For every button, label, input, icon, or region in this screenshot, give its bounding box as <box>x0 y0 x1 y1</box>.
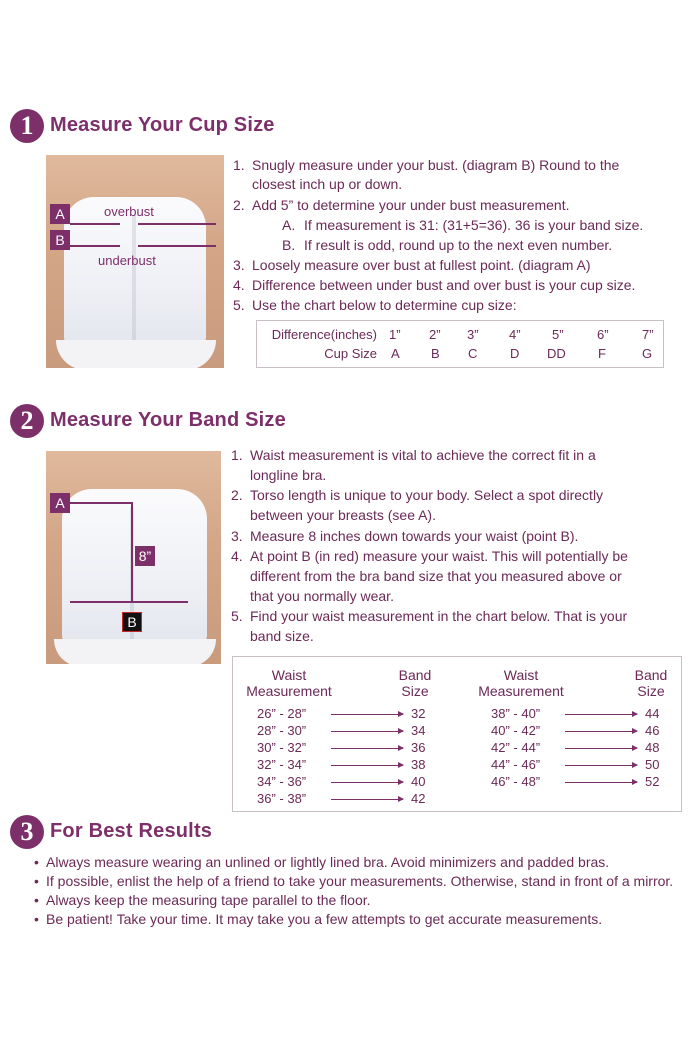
cup-size-steps <box>233 155 683 315</box>
section-3-number: 3 <box>10 815 44 849</box>
list-item: 5. Find your waist measurement in the chart below. That is your band size. <box>231 608 628 644</box>
band-size-diagram-photo <box>46 451 221 664</box>
list-item: 4. At point B (in red) measure your waist. This will potentially be different from the bra band size that you measured above or that you normally wear. <box>231 548 628 604</box>
difference-cell: 4” <box>509 327 521 342</box>
difference-cell: 7” <box>642 327 654 342</box>
section-3-title: For Best Results <box>50 820 213 842</box>
difference-cell: 3” <box>467 327 479 342</box>
waist-range: 28” - 30” <box>257 723 307 738</box>
best-results-list <box>34 853 694 929</box>
list-item: 2. Torso length is unique to your body. Select a spot directly between your breasts (see A). <box>231 487 604 523</box>
band-value: 36 <box>411 740 426 755</box>
list-item: 2. Add 5” to determine your under bust measurement. <box>233 197 570 213</box>
list-item: 5. Use the chart below to determine cup size: <box>233 297 517 313</box>
arrow-icon <box>565 782 637 783</box>
list-item: 3. Loosely measure over bust at fullest point. (diagram A) <box>233 257 591 273</box>
waist-header: Waist Measurement <box>246 667 332 699</box>
waist-range: 42” - 44” <box>491 740 541 755</box>
waist-range: 36” - 38” <box>257 791 307 806</box>
band-header: Band Size <box>398 667 432 699</box>
band-value: 46 <box>645 723 660 738</box>
arrow-icon <box>331 782 403 783</box>
torso-length-line <box>131 502 133 602</box>
section-2-title: Measure Your Band Size <box>50 409 286 431</box>
cup-cell: F <box>598 346 606 361</box>
band-header: Band Size <box>634 667 668 699</box>
waist-range: 30” - 32” <box>257 740 307 755</box>
section-2-number: 2 <box>10 404 44 438</box>
list-item: • Always keep the measuring tape parallel to the floor. <box>34 891 694 910</box>
cup-cell: D <box>510 346 520 361</box>
arrow-icon <box>565 731 637 732</box>
waist-range: 32” - 34” <box>257 757 307 772</box>
waist-line <box>70 601 188 603</box>
arrow-icon <box>331 714 403 715</box>
marker-b: B <box>122 612 142 632</box>
difference-cell: 6” <box>597 327 609 342</box>
section-1-title: Measure Your Cup Size <box>50 114 275 136</box>
list-item: 1. Snugly measure under your bust. (diagram B) Round to the closest inch up or down. <box>233 157 620 192</box>
cup-size-label: Cup Size <box>324 346 377 361</box>
list-item: 3. Measure 8 inches down towards your waist (point B). <box>231 528 579 544</box>
marker-a: A <box>50 204 70 224</box>
band-value: 52 <box>645 774 660 789</box>
cup-cell: C <box>468 346 478 361</box>
cup-cell: G <box>642 346 653 361</box>
underbust-line-right <box>138 245 216 247</box>
overbust-line-right <box>138 223 216 225</box>
underbust-label: underbust <box>98 253 156 268</box>
band-value: 42 <box>411 791 426 806</box>
arrow-icon <box>565 765 637 766</box>
band-value: 48 <box>645 740 660 755</box>
waist-range: 40” - 42” <box>491 723 541 738</box>
band-value: 40 <box>411 774 426 789</box>
cup-cell: B <box>431 346 440 361</box>
band-value: 32 <box>411 706 426 721</box>
waist-range: 34” - 36” <box>257 774 307 789</box>
marker-a: A <box>50 493 70 513</box>
overbust-line-left <box>70 223 120 225</box>
waist-range: 46” - 48” <box>491 774 541 789</box>
band-value: 50 <box>645 757 660 772</box>
marker-b: B <box>50 230 70 250</box>
arrow-icon <box>565 714 637 715</box>
waist-range: 26” - 28” <box>257 706 307 721</box>
waist-range: 44” - 46” <box>491 757 541 772</box>
difference-label: Difference(inches) <box>271 327 377 342</box>
underbust-line-left <box>70 245 120 247</box>
waist-range: 38” - 40” <box>491 706 541 721</box>
cup-size-table <box>256 320 664 368</box>
difference-cell: 2” <box>429 327 441 342</box>
arrow-icon <box>331 731 403 732</box>
arrow-icon <box>331 765 403 766</box>
band-value: 34 <box>411 723 426 738</box>
section-1-number: 1 <box>10 109 44 143</box>
overbust-label: overbust <box>104 204 154 219</box>
list-item: A. If measurement is 31: (31+5=36). 36 is your band size. <box>282 217 644 233</box>
cup-cell: A <box>391 346 400 361</box>
list-item: • Be patient! Take your time. It may take you a few attempts to get accurate measurements. <box>34 910 694 929</box>
band-value: 44 <box>645 706 660 721</box>
list-item: • If possible, enlist the help of a friend to take your measurements. Otherwise, stand in front of a mirror. <box>34 872 694 891</box>
waist-header: Waist Measurement <box>478 667 564 699</box>
list-item: 4. Difference between under bust and over bust is your cup size. <box>233 277 636 293</box>
cup-size-diagram-photo <box>46 155 224 368</box>
difference-cell: 1” <box>389 327 401 342</box>
arrow-icon <box>565 748 637 749</box>
cup-cell: DD <box>547 346 566 361</box>
band-value: 38 <box>411 757 426 772</box>
list-item: 1. Waist measurement is vital to achieve the correct fit in a longline bra. <box>231 447 596 483</box>
list-item: • Always measure wearing an unlined or lightly lined bra. Avoid minimizers and padded bras. <box>34 853 694 872</box>
arrow-icon <box>331 799 403 800</box>
list-item: B. If result is odd, round up to the next even number. <box>282 237 613 253</box>
torso-start-line <box>70 502 132 504</box>
eight-inch-label: 8” <box>135 546 155 566</box>
band-size-table <box>232 656 682 812</box>
arrow-icon <box>331 748 403 749</box>
difference-cell: 5” <box>552 327 564 342</box>
band-size-steps <box>231 445 691 646</box>
